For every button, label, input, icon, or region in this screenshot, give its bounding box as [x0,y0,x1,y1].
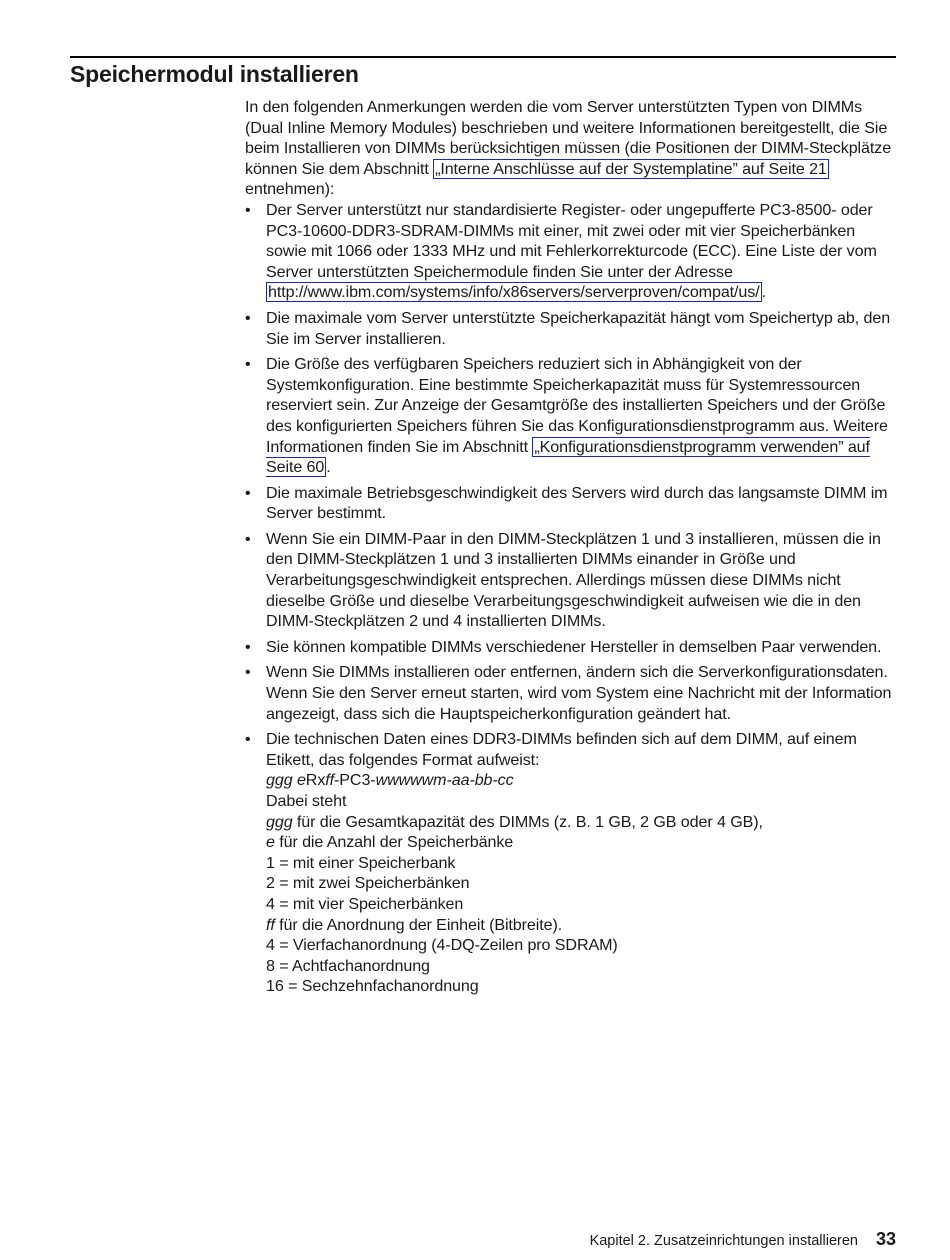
bullet-text: Die technischen Daten eines DDR3-DIMMs befinden sich auf dem DIMM, auf einem Etikett, das folgendes Format aufweist: [266,730,857,769]
list-item [245,729,897,997]
bullet-text: Die Größe des verfügbaren Speichers reduziert sich in Abhängigkeit von der Systemkonfiguration. Eine bestimmte Speicherkapazität muss für Systemressourcen reserviert sein. Zur Anzeige der Gesamtgröße des installierten Speichers und der Größe des konfigurierten Speichers führen Sie das Konfigurationsdienstprogramm aus. Weitere Informationen finden Sie im Abschnitt [266,355,888,456]
footer-chapter-title: Kapitel 2. Zusatzeinrichtungen installieren [589,1233,858,1249]
format-ggg: ggg [266,771,293,790]
def-ff-value: 8 = Achtfachanordnung [266,956,430,975]
notes-list [245,200,897,997]
format-rx: Rx [305,771,326,790]
def-ggg [266,812,897,833]
list-item: • Die maximale Betriebsgeschwindigkeit des Servers wird durch das langsamste DIMM im Server bestimmt. [245,483,897,524]
format-tail: wwwwwm-aa-bb-cc [375,771,514,790]
def-e-desc: für die Anzahl der Speicherbänke [274,833,514,852]
def-e-term: e [266,833,275,852]
section-heading: Speichermodul installieren [70,61,359,87]
list-item: • Wenn Sie DIMMs installieren oder entfernen, ändern sich die Serverkonfigurationsdaten. Wenn Sie den Server erneut starten, wird vom System eine Nachricht mit der Information angezeigt, dass sich die Hauptspeicherkonfiguration geändert hat. [245,662,897,724]
def-ff-desc: für die Anordnung der Einheit (Bitbreite). [274,915,563,934]
def-ggg-term: ggg [266,812,293,831]
intro-text-end: entnehmen): [245,180,335,199]
page-footer [590,1229,896,1250]
bullet-text-end: . [761,283,766,302]
def-ff-value: 4 = Vierfachanordnung (4-DQ-Zeilen pro SDRAM) [266,936,618,955]
list-item [245,354,897,478]
def-ff-term: ff [266,915,275,934]
def-e-value: 1 = mit einer Speicherbank [266,853,456,872]
bullet-text-end: . [326,458,331,477]
list-item: • Sie können kompatible DIMMs verschiedener Hersteller in demselben Paar verwenden. [245,637,897,658]
bullet-text: Der Server unterstützt nur standardisierte Register- oder ungepufferte PC3-8500- oder PC3-10600-DDR3-SDRAM-DIMMs mit einer, mit zwei oder mit vier Speicherbänken sowie mit 1066 oder 1333 MHz und mit Fehlerkorrekturcode (ECC). Eine Liste der vom Server unterstützten Speichermodule finden Sie unter der Adresse [266,200,877,281]
format-e: e [296,771,306,790]
list-item: • Wenn Sie ein DIMM-Paar in den DIMM-Steckplätzen 1 und 3 installieren, müssen die in den DIMM-Steckplätzen 1 und 3 installierten DIMMs einander in Größe und Verarbeitungsgeschwindigkeit entsprechen. Allerdings müssen diese DIMMs nicht dieselbe Größe und dieselbe Verarbeitungsgeschwindigkeit aufweisen wie die in den DIMM-Steckplätzen 2 und 4 installierten DIMMs. [245,529,897,632]
format-ff: ff [325,771,335,790]
def-e-value: 2 = mit zwei Speicherbänken [266,874,470,893]
list-item: • Die maximale vom Server unterstützte Speicherkapazität hängt vom Speichertyp ab, den Sie im Server installieren. [245,308,897,349]
def-ff-value: 16 = Sechzehnfachanordnung [266,977,479,996]
body-text [245,97,897,1002]
def-ggg-desc: für die Gesamtkapazität des DIMMs (z. B. 1 GB, 2 GB oder 4 GB), [292,812,763,831]
intro-paragraph [245,97,897,200]
dabei-steht: Dabei steht [266,792,347,810]
def-ff [266,915,897,936]
intro-text: In den folgenden Anmerkungen werden die vom Server unterstützten Typen von DIMMs (Dual Inline Memory Modules) beschrieben und weitere Informationen bereitgestellt, die Sie beim Installieren von DIMMs berücksichtigen müssen (die Positionen der DIMM-Steckplätze können Sie dem Abschnitt [245,98,892,178]
link-config-utility[interactable]: „Konfigurationsdienstprogramm verwenden” auf Seite 60 [266,437,870,477]
link-internal-connectors[interactable]: „Interne Anschlüsse auf der Systemplatine” auf Seite 21 [435,159,827,178]
format-pc3: -PC3- [334,771,376,790]
dimm-label-format [266,770,897,791]
link-ibm-serverproven[interactable]: http://www.ibm.com/systems/info/x86servers/serverproven/compat/us/ [268,283,760,302]
def-e-value: 4 = mit vier Speicherbänken [266,894,464,913]
list-item [245,200,897,303]
page-number: 33 [875,1229,896,1249]
def-e [266,832,897,853]
